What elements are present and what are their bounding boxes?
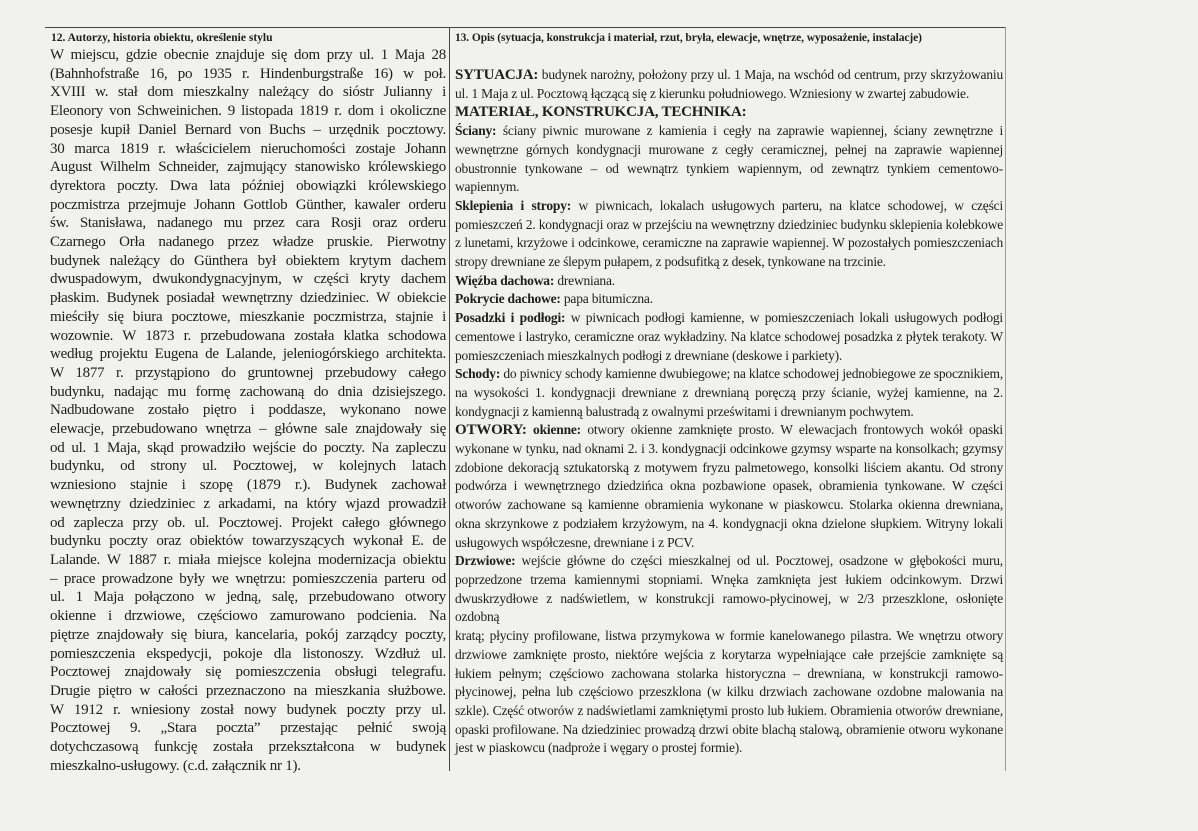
text-line <box>455 403 1003 422</box>
text-line: budynek należący do Günthera był obiektem krytym dachem <box>50 252 446 269</box>
text-line <box>455 515 1003 534</box>
text-line: według projektu Eugena de Lalande, jeleniogórskiego architekta. <box>50 346 446 363</box>
paragraph-sublabel: okienne: <box>526 422 581 438</box>
text-line: budynku, od strony ul. Pocztowej, w kolejnych latach <box>50 458 446 475</box>
description-paragraph <box>455 309 1003 365</box>
text-line: – prace prowadzone były we wnętrzu: pomieszczenia parteru od <box>50 570 446 587</box>
line-text: zdobione dekoracją sztukatorską z motywem fryzu palmetowego, konsolki liściem akantu. Od strony <box>455 459 1003 475</box>
line-text: budynek narożny, położony przy ul. 1 Maja, na wschód od centrum, przy skrzyżowaniu <box>538 67 1003 82</box>
description-paragraph <box>455 272 1003 291</box>
text-line <box>455 721 1003 740</box>
text-line <box>455 421 1003 440</box>
line-text: na wysokości 1. kondygnacji drewniane z drewnianą poręczą przy ścianie, wyżej kamienne, na 2. <box>455 384 1003 400</box>
text-line <box>455 309 1003 328</box>
line-text: dwuskrzydłowe z nadświetlem, w konstrukcji ramowo-płycinowej, w 2/3 przeszklone, osłonięte ozdobną <box>455 590 1003 625</box>
line-text: w piwnicach podłogi kamienne, w pomieszczeniach lokali usługowych podłogi <box>565 310 1003 326</box>
text-line: posesje kupił Daniel Bernard von Buchs – urzędnik pocztowy. <box>50 121 446 138</box>
text-line: Nadbudowane zostało piętro i poddasze, wykonano nowe <box>50 402 446 419</box>
line-text: łukiem pełnym; częściowo zachowana stolarka historyczna – drewniana, w konstrukcji ramowo- <box>455 665 1003 681</box>
line-text: pomieszczeń 2. kondygnacji oraz w przejściu na wewnętrzny dziedziniec budynku sklepienia kolebkowe <box>455 216 1003 232</box>
text-line: Pocztowej 9. „Stara poczta” przestając pełnić swoją <box>50 720 446 737</box>
text-line: (Bahnhofstraße 16, po 1935 r. Hindenburgstraße 16) w poł. <box>50 65 446 82</box>
text-line: płaskim. Budynek posiadał wewnętrzny dziedziniec. W obiekcie <box>50 290 446 307</box>
line-text: ul. 1 Maja z ul. Pocztową łączącą się z kierunku południowego. Wzniesiony w zwartej zabudowie. <box>455 85 970 101</box>
line-text: kondygnacji z kamienną balustradą z owalnymi prześwitami i drewnianym pochwytem. <box>455 403 914 419</box>
text-line: W 1877 r. przystąpiono do gruntownej przebudowy całego <box>50 364 446 381</box>
description-paragraph <box>455 421 1003 552</box>
text-line <box>455 347 1003 366</box>
text-line <box>455 160 1003 179</box>
description-paragraph <box>455 122 1003 197</box>
text-line <box>455 272 1003 291</box>
text-line: okienne i drzwiowe, częściowo zamurowano podcienia. Na <box>50 608 446 625</box>
text-line <box>455 66 1003 85</box>
paragraph-label: Więźba dachowa: <box>455 272 555 288</box>
paragraph-label: Sklepienia i stropy: <box>455 197 572 213</box>
text-line: ul. 1 Maja połączono w jedną, salę, przebudowano otwory <box>50 589 446 606</box>
description-paragraph <box>455 197 1003 272</box>
line-text: okna skrzynkowe z podziałem krzyżowym, na 4. kondygnacji okna dzielone słupkiem. Witryny lokali <box>455 515 1003 531</box>
text-line <box>455 496 1003 515</box>
line-text: otworów zachowane są kamienne obramienia wykonane w piaskowcu. Stolarka okienna drewniana, <box>455 497 1003 513</box>
line-text: opaski profilowane. Na dziedziniec prowadzą drzwi obite blachą stalową, obramienie otworu wykonane <box>455 721 1003 737</box>
text-line <box>455 683 1003 702</box>
text-line <box>455 590 1003 627</box>
text-line: Czarnego Orła nadanego przez władze pruskie. Pierwotny <box>50 234 446 251</box>
history-text <box>50 46 446 775</box>
text-line: piętrze znajdowały się biura, kancelaria, pokój zarządcy poczty, <box>50 626 446 643</box>
text-line <box>455 702 1003 721</box>
description-paragraph <box>455 365 1003 421</box>
paragraph-label: Drzwiowe: <box>455 553 516 569</box>
text-line: wzniesiono stajnie i szopę (1879 r.). Budynek zachował <box>50 477 446 494</box>
line-text: wapiennym. <box>455 179 520 195</box>
text-line: Drugie piętro w całości przeznaczono na mieszkania służbowe. <box>50 682 446 699</box>
line-text: kratą; płyciny profilowane, listwa przymykowa w formie kanelowanego pilastra. We wnętrzu otwory <box>455 628 1003 644</box>
paragraph-label: OTWORY: <box>455 422 527 439</box>
section-13-heading: 13. Opis (sytuacja, konstrukcja i materiał, rzut, bryła, elewacje, wnętrze, wyposażenie, instalacje) <box>455 32 922 44</box>
line-text: do piwnicy schody kamienne dwubiegowe; na klatce schodowej jednobiegowe ze spocznikiem, <box>500 366 1003 382</box>
text-line <box>455 440 1003 459</box>
text-line: mieściły się biura pocztowe, mieszkanie poczmistrza, stajnie i <box>50 308 446 325</box>
text-line <box>455 197 1003 216</box>
description-paragraph <box>455 66 1003 103</box>
text-line <box>455 552 1003 571</box>
text-line: Eleonory von Schweinichen. 9 listopada 1819 r. dom i okoliczne <box>50 103 446 120</box>
text-line <box>455 103 1003 122</box>
right-border <box>1005 27 1006 771</box>
text-line <box>455 571 1003 590</box>
line-text: stropy drewniane ze ślepym pułapem, z podsufitką z desek, tynkowane na trzcinie. <box>455 254 886 270</box>
text-line: św. Stanisława, nadanego mu przez cara Rosji oraz orderu <box>50 215 446 232</box>
text-line <box>455 365 1003 384</box>
text-line: W 1912 r. wniesiony został nowy budynek poczty przy ul. <box>50 701 446 718</box>
line-text: ściany piwnic murowane z kamienia i cegły na zaprawie wapiennej, ściany zewnętrzne i <box>496 123 1003 139</box>
line-text: z lunetami, krzyżowe i odcinkowe, ceramiczne na zaprawie wapiennej. W pozostałych pomieszczeniach <box>455 235 1003 251</box>
top-rule <box>45 27 1005 28</box>
text-line: od zaplecza przy ob. ul. Pocztowej. Projekt całego głównego <box>50 514 446 531</box>
text-line: dotychczasową funkcję została przekształcona w budynek <box>50 739 446 756</box>
line-text: pomieszczeniach mieszkalnych podłogi z drewniane (deskowe i parkiety). <box>455 347 843 363</box>
text-line <box>455 216 1003 235</box>
text-line: budynku, nadając mu formę zachowaną do dnia dzisiejszego. <box>50 383 446 400</box>
text-line <box>455 328 1003 347</box>
line-text: podwórza i wewnętrznego dziedzińca okna pozbawione opasek, obramienia tynkowane. W części <box>455 478 1003 494</box>
line-text: poprzedzone trzema kamiennymi stopniami. Wnęka zamknięta jest łukiem odcinkowym. Drzwi <box>455 571 1003 587</box>
text-line: Lalande. W 1887 r. miała miejsce kolejna modernizacja obiektu <box>50 551 446 568</box>
text-line <box>455 141 1003 160</box>
text-line: dwuspadowym, dwukondygnacyjnym, w części kryty dachem <box>50 271 446 288</box>
text-line: 30 marca 1819 r. właścicielem nieruchomości zostaje Johann <box>50 140 446 157</box>
text-line <box>455 253 1003 272</box>
text-line: pomieszczenia ekspedycji, pokoje dla listonoszy. Wzdłuż ul. <box>50 645 446 662</box>
line-text: szkle). Część otworów z nadświetlami zamkniętymi prosto lub łukiem. Obramienia otworów drewniane, <box>455 702 1003 718</box>
description-paragraph <box>455 290 1003 309</box>
line-text: drewniana. <box>554 272 615 288</box>
text-line <box>455 665 1003 684</box>
text-line: od ul. 1 Maja, skąd prowadziło wejście do poczty. Na zapleczu <box>50 439 446 456</box>
line-text: usługowych współczesne, drewniane i z PCV. <box>455 534 695 550</box>
paragraph-label: Posadzki i podłogi: <box>455 310 566 326</box>
text-line: mieszkalno-usługowy. (c.d. załącznik nr 1). <box>50 757 301 774</box>
line-text: papa bitumiczna. <box>560 291 653 307</box>
text-line <box>455 646 1003 665</box>
line-text: wykonane w tynku, nad oknami 2. i 3. kondygnacji odcinkowe gzymsy wsparte na konsolkach; gzymsy <box>455 441 1003 457</box>
description-paragraph <box>455 103 1003 122</box>
line-text: drzwiowe zamknięte prosto, niektóre wejścia z korytarza wypełniające całe przejście zamknięte są <box>455 646 1003 662</box>
text-line: W miejscu, gdzie obecnie znajduje się dom przy ul. 1 Maja 28 <box>50 47 446 63</box>
text-line: XVIII w. stał dom mieszkalny należący do sióstr Julianny i <box>50 84 446 101</box>
paragraph-label: MATERIAŁ, KONSTRUKCJA, TECHNIKA: <box>455 104 747 121</box>
text-line: August Wilhelm Schneider, zajmujący stanowisko królewskiego <box>50 159 446 176</box>
text-line <box>455 534 1003 553</box>
paragraph-label: Schody: <box>455 366 501 382</box>
text-line <box>455 178 1003 197</box>
text-line <box>455 384 1003 403</box>
line-text: otwory okienne zamknięte prosto. W elewacjach frontowych wokół opaski <box>580 422 1003 438</box>
text-line: wewnętrzny dziedziniec z arkadami, na który wjazd prowadził <box>50 495 446 512</box>
text-line: poczmistrza przejmuje Johann Gottlob Günther, kawaler orderu <box>50 196 446 213</box>
line-text: cementowe i lastryko, ceramiczne oraz wykładziny. Na klatce schodowej posadzka z płytek terakoty. W <box>455 328 1003 344</box>
text-line <box>455 739 1003 758</box>
line-text: w piwnicach, lokalach usługowych parteru, na klatce schodowej, w części <box>571 197 1003 213</box>
section-12-heading: 12. Autorzy, historia obiektu, określenie stylu <box>51 32 273 44</box>
text-line: dyrektora poczty. Dwa lata później obowiązki królewskiego <box>50 177 446 194</box>
paragraph-label: Pokrycie dachowe: <box>455 291 561 307</box>
paragraph-label: SYTUACJA: <box>455 67 539 83</box>
line-text: wejście główne do części mieszkalnej od ul. Pocztowej, osadzone w głębokości muru, <box>515 553 1003 569</box>
paragraph-label: Ściany: <box>455 123 497 139</box>
line-text: wewnętrzne górnych kondygnacji murowane z cegły ceramicznej, pełnej na zaprawie wapiennej <box>455 141 1003 157</box>
text-line <box>455 234 1003 253</box>
text-line <box>455 290 1003 309</box>
line-text: płycinowej, pełna lub częściowo przeszklona (w kilku drzwiach zachowane ozdobne malowania na <box>455 684 1003 700</box>
line-text: jest w piaskowcu (nadproże i węgary o prostej formie). <box>455 740 743 756</box>
text-line: wozownie. W 1873 r. przebudowana została klatka schodowa <box>50 327 446 344</box>
text-line: budynku poczty oraz obiektów towarzyszących wykonał E. de <box>50 533 446 550</box>
text-line: elewacje, przebudowano wnętrza – główne sale znajdowały się <box>50 421 446 438</box>
description-text <box>455 66 1003 758</box>
text-line: Pocztowej znajdowały się pomieszczenia obsługi telegrafu. <box>50 664 446 681</box>
line-text: obustronnie tynkowane – od wewnątrz tynkiem wapiennym, od zewnątrz tynkiem cementowo- <box>455 160 1003 176</box>
column-divider <box>449 27 450 771</box>
text-line <box>455 85 1003 104</box>
text-line <box>455 627 1003 646</box>
text-line <box>455 459 1003 478</box>
text-line <box>455 477 1003 496</box>
text-line <box>455 122 1003 141</box>
description-paragraph <box>455 552 1003 758</box>
